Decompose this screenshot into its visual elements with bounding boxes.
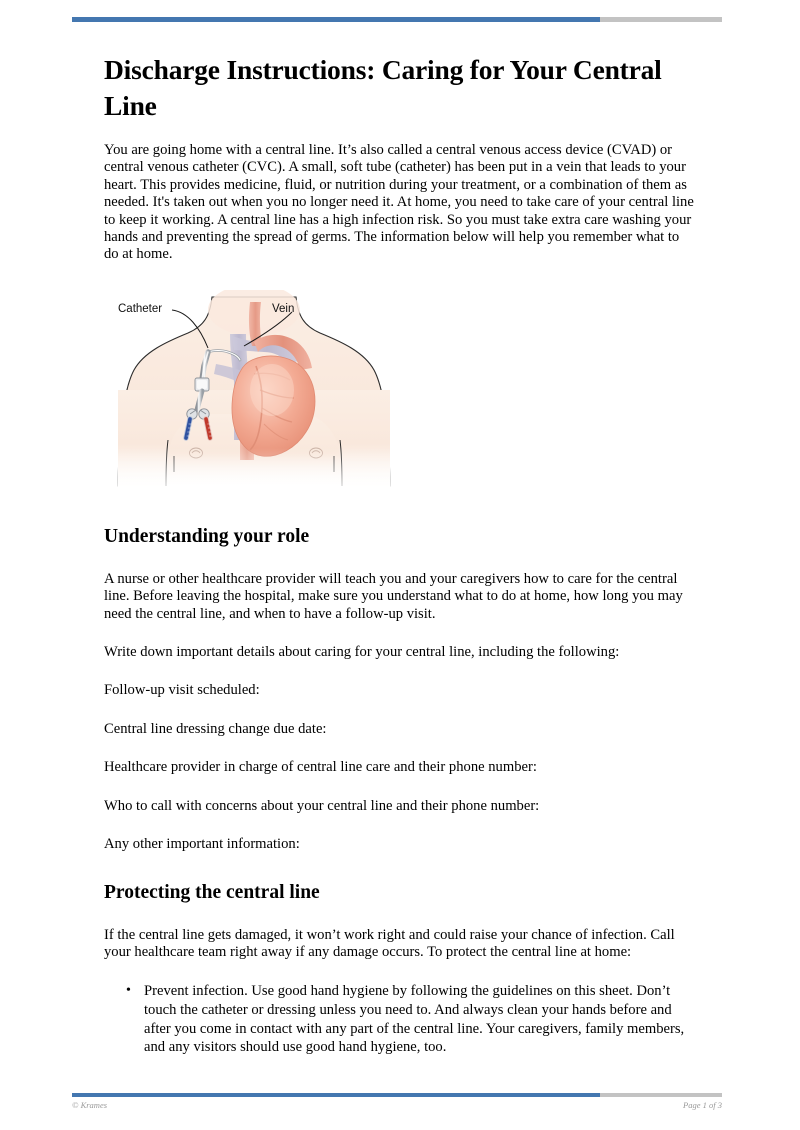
fill-in-line-other-info: Any other important information: — [104, 836, 300, 853]
spacer — [104, 906, 696, 927]
fill-in-line-followup-visit: Follow-up visit scheduled: — [104, 682, 260, 699]
figure-label-vein: Vein — [272, 302, 295, 315]
fill-in-line-concerns-phone: Who to call with concerns about your central line and their phone number: — [104, 797, 540, 814]
spacer — [104, 961, 696, 982]
spacer — [104, 661, 696, 682]
header-rule — [72, 17, 722, 22]
section-heading-protecting-the-central-line: Protecting the central line — [104, 881, 320, 903]
protection-bullet-list — [104, 982, 696, 1056]
spacer — [104, 550, 696, 571]
list-item: • Prevent infection. Use good hand hygiene by following the guidelines on this sheet. Don’t touch the catheter or dressing unless you need to. And always clean your hands before and after you come in contact with any part of the central line. Your caregivers, family members, and any visitors should use good hand hygiene, too. — [144, 982, 696, 1056]
figure-label-catheter: Catheter — [118, 302, 163, 315]
central-line-anatomy-illustration — [104, 290, 404, 498]
footer-page-number: Page 1 of 3 — [683, 1100, 722, 1110]
spacer — [104, 777, 696, 798]
section-paragraph: Write down important details about caring for your central line, including the following: — [104, 644, 620, 661]
header-rule-blue-segment — [72, 17, 600, 22]
footer-rule-blue-segment — [72, 1093, 600, 1097]
section-paragraph: A nurse or other healthcare provider will teach you and your caregivers how to care for the central line. Before leaving the hospital, make sure you understand what to do at home, how long you may need the central line, and when to have a follow-up visit. — [104, 570, 683, 622]
spacer — [104, 498, 696, 524]
footer-rule-gray-segment — [600, 1093, 722, 1097]
section-paragraph: If the central line gets damaged, it won’t work right and could raise your chance of infection. Call your healthcare team right away if any damage occurs. To protect the central line at home: — [104, 926, 675, 960]
spacer — [104, 623, 696, 644]
footer — [72, 1100, 722, 1116]
spacer — [104, 815, 696, 836]
fill-in-line-dressing-change: Central line dressing change due date: — [104, 720, 327, 737]
header-rule-gray-segment — [600, 17, 722, 22]
footer-rule — [72, 1093, 722, 1097]
footer-copyright: © Krames — [72, 1100, 108, 1110]
page-title: Discharge Instructions: Caring for Your Central Line — [104, 54, 662, 121]
spacer — [104, 264, 696, 290]
intro-paragraph: You are going home with a central line. It’s also called a central venous access device (CVAD) or central venous catheter (CVC). A small, soft tube (catheter) has been put in a vein that leads to your heart. This provides medicine, fluid, or nutrition during your treatment, or a combination of them as needed. It's taken out when you no longer need it. At home, you need to take care of your central line to keep it working. A central line has a high infection risk. So you must take extra care washing your hands and preventing the spread of germs. The information below will help you remember what to do at home. — [104, 142, 694, 263]
section-heading-understanding-your-role: Understanding your role — [104, 525, 310, 547]
spacer — [104, 854, 696, 880]
spacer — [104, 738, 696, 759]
document-content — [104, 52, 696, 1063]
spacer — [104, 700, 696, 721]
fill-in-line-provider-phone: Healthcare provider in charge of central line care and their phone number: — [104, 759, 537, 776]
